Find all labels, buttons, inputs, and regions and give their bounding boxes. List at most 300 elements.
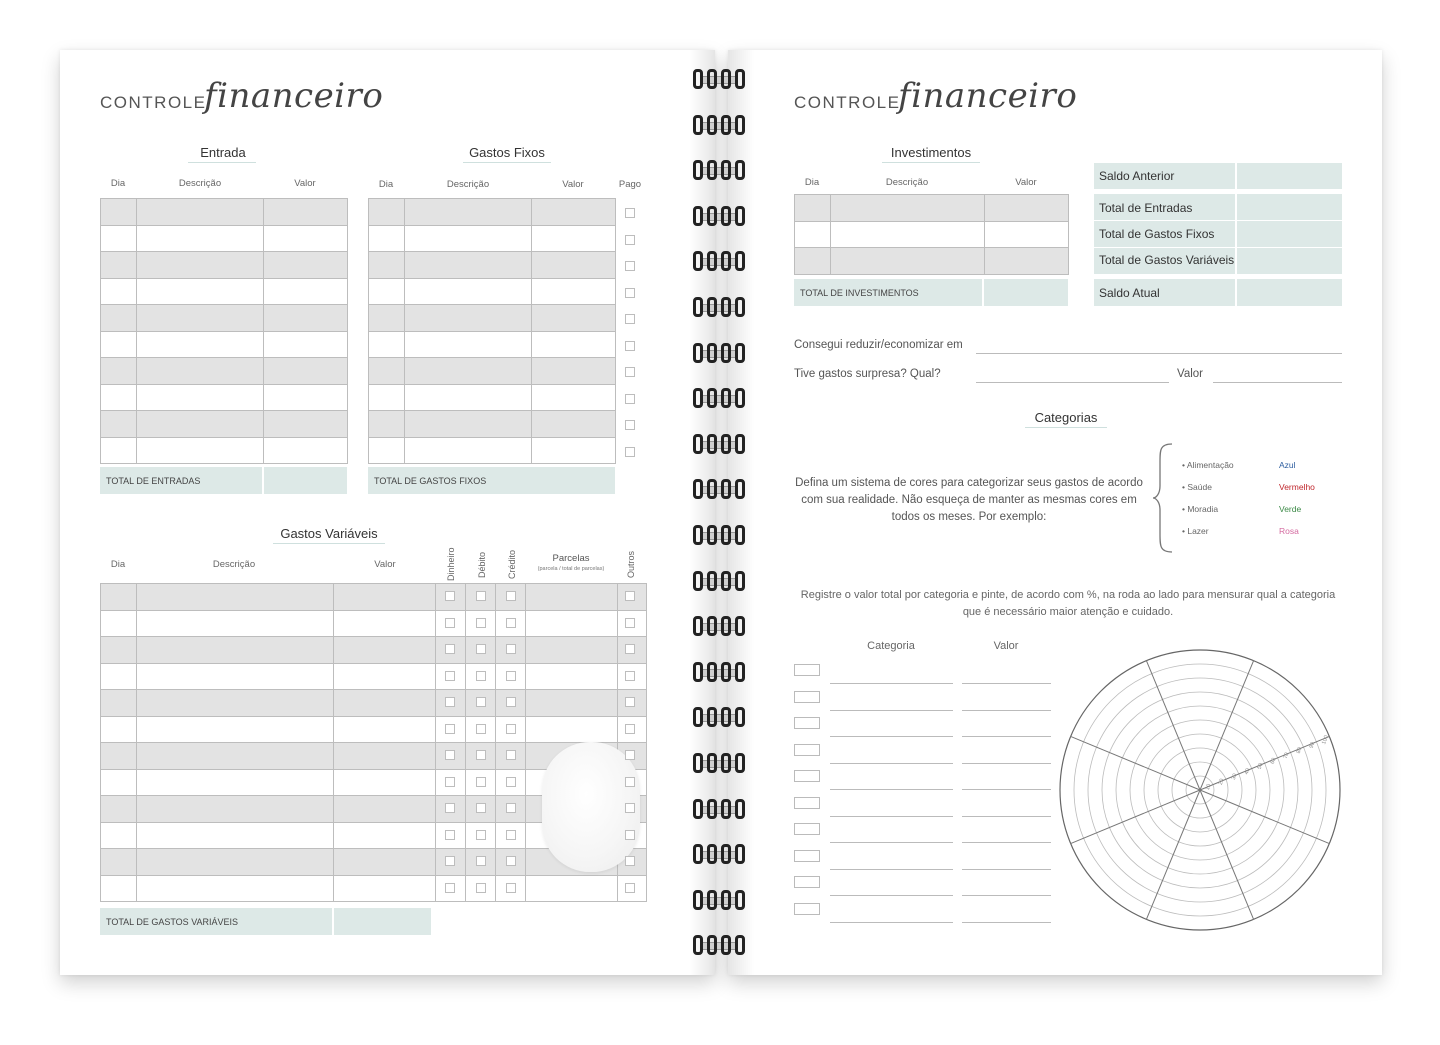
category-name-line[interactable] (830, 683, 953, 684)
table-cell[interactable] (985, 248, 1069, 275)
checkbox[interactable] (625, 367, 635, 377)
table-cell[interactable] (264, 199, 348, 226)
table-cell[interactable] (137, 769, 334, 796)
table-cell[interactable] (101, 278, 137, 305)
checkbox[interactable] (625, 803, 635, 813)
category-color-box[interactable] (794, 664, 820, 676)
total-gastos-variaveis-label: Total de Gastos Variáveis (1099, 253, 1235, 267)
table-cell[interactable] (334, 769, 436, 796)
table-row (101, 252, 348, 279)
table-cell[interactable] (101, 252, 137, 279)
category-color-box[interactable] (794, 691, 820, 703)
table-cell[interactable] (526, 690, 618, 717)
category-name-line[interactable] (830, 842, 953, 843)
investimentos-title: Investimentos (890, 145, 972, 160)
spiral-ring (693, 203, 745, 229)
table-row (369, 358, 616, 385)
table-cell[interactable] (532, 199, 616, 226)
table-row (101, 199, 348, 226)
checkbox[interactable] (445, 750, 455, 760)
table-cell[interactable] (369, 437, 405, 464)
table-cell[interactable] (795, 195, 831, 222)
table-cell[interactable] (532, 305, 616, 332)
table-row (369, 305, 616, 332)
table-cell[interactable] (137, 252, 264, 279)
table-cell[interactable] (137, 384, 264, 411)
summary-divider (1235, 163, 1237, 189)
checkbox[interactable] (625, 394, 635, 404)
investimentos-table (794, 194, 1069, 275)
table-cell[interactable] (137, 331, 264, 358)
reduzir-label: Consegui reduzir/economizar em (794, 339, 963, 351)
checkbox[interactable] (445, 777, 455, 787)
checkbox[interactable] (476, 618, 486, 628)
table-cell[interactable] (532, 278, 616, 305)
categoria-col-header: Categoria (867, 640, 915, 652)
saldo-anterior-label: Saldo Anterior (1099, 169, 1175, 183)
checkbox[interactable] (445, 671, 455, 681)
checkbox[interactable] (625, 777, 635, 787)
checkbox[interactable] (625, 618, 635, 628)
checkbox[interactable] (506, 724, 516, 734)
checkbox[interactable] (506, 591, 516, 601)
table-row (101, 663, 647, 690)
table-cell[interactable] (334, 637, 436, 664)
category-name-line[interactable] (830, 816, 953, 817)
categorias-title: Categorias (1034, 410, 1098, 425)
page-title-financeiro-right: financeiro (898, 76, 1078, 116)
entrada-total-bar (100, 467, 347, 494)
table-cell[interactable] (526, 610, 618, 637)
table-cell[interactable] (985, 195, 1069, 222)
table-cell[interactable] (137, 411, 264, 438)
table-cell[interactable] (264, 225, 348, 252)
table-cell[interactable] (526, 875, 618, 902)
table-cell[interactable] (101, 225, 137, 252)
spiral-ring (693, 887, 745, 913)
table-cell[interactable] (369, 358, 405, 385)
spiral-ring (693, 66, 745, 92)
table-cell[interactable] (405, 278, 532, 305)
checkbox[interactable] (625, 341, 635, 351)
summary-divider (1235, 279, 1237, 306)
table-cell[interactable] (264, 278, 348, 305)
spiral-ring (693, 476, 745, 502)
category-value-line[interactable] (962, 736, 1051, 737)
checkbox[interactable] (625, 856, 635, 866)
table-cell[interactable] (101, 690, 137, 717)
category-example-color: Verde (1279, 504, 1302, 514)
category-name-line[interactable] (830, 869, 953, 870)
checkbox[interactable] (625, 591, 635, 601)
investimentos-total-bar (794, 279, 1068, 306)
category-name-line[interactable] (830, 789, 953, 790)
totais-block (1094, 194, 1342, 274)
category-color-box[interactable] (794, 876, 820, 888)
table-cell[interactable] (334, 849, 436, 876)
table-cell[interactable] (101, 331, 137, 358)
table-cell[interactable] (369, 305, 405, 332)
table-cell[interactable] (137, 875, 334, 902)
checkbox[interactable] (625, 750, 635, 760)
table-row (795, 221, 1069, 248)
investimentos-header-valor: Valor (1015, 177, 1037, 188)
checkbox[interactable] (476, 750, 486, 760)
table-row (101, 716, 647, 743)
page-title-controle-right: CONTROLE (794, 93, 901, 112)
checkbox[interactable] (506, 618, 516, 628)
checkbox[interactable] (476, 856, 486, 866)
table-cell[interactable] (334, 716, 436, 743)
investimentos-header-descricao: Descrição (885, 177, 929, 188)
table-cell[interactable] (137, 716, 334, 743)
table-cell[interactable] (137, 743, 334, 770)
table-cell[interactable] (101, 822, 137, 849)
checkbox[interactable] (625, 208, 635, 218)
table-cell[interactable] (264, 411, 348, 438)
checkbox[interactable] (625, 447, 635, 457)
table-row (101, 637, 647, 664)
table-cell[interactable] (101, 769, 137, 796)
table-cell[interactable] (405, 331, 532, 358)
category-color-box[interactable] (794, 717, 820, 729)
category-value-line[interactable] (962, 816, 1051, 817)
table-cell[interactable] (526, 584, 618, 611)
table-cell[interactable] (101, 610, 137, 637)
curly-brace-icon (1152, 442, 1174, 554)
checkbox[interactable] (625, 235, 635, 245)
table-cell[interactable] (334, 610, 436, 637)
table-cell[interactable] (532, 411, 616, 438)
category-value-line[interactable] (962, 895, 1051, 896)
table-cell[interactable] (101, 637, 137, 664)
table-row (369, 437, 616, 464)
entrada-table (100, 198, 348, 464)
table-cell[interactable] (264, 331, 348, 358)
table-cell[interactable] (334, 743, 436, 770)
wheel-percent-label: 70 (1282, 751, 1291, 760)
checkbox[interactable] (625, 697, 635, 707)
table-cell[interactable] (369, 225, 405, 252)
category-color-box[interactable] (794, 744, 820, 756)
category-value-line[interactable] (962, 710, 1051, 711)
table-cell[interactable] (137, 584, 334, 611)
gastos-variaveis-total-label: TOTAL DE GASTOS VARIÁVEIS (106, 917, 239, 927)
spiral-ring (693, 659, 745, 685)
checkbox[interactable] (625, 644, 635, 654)
entrada-header-dia: Dia (110, 178, 126, 189)
checkbox[interactable] (506, 777, 516, 787)
category-value-line[interactable] (962, 763, 1051, 764)
category-color-box[interactable] (794, 770, 820, 782)
category-name-line[interactable] (830, 895, 953, 896)
spiral-ring (693, 431, 745, 457)
gv-header-descricao: Descrição (212, 559, 256, 570)
table-cell[interactable] (264, 437, 348, 464)
table-cell[interactable] (532, 384, 616, 411)
table-cell[interactable] (137, 225, 264, 252)
table-cell[interactable] (526, 637, 618, 664)
table-cell[interactable] (369, 384, 405, 411)
table-cell[interactable] (101, 437, 137, 464)
table-cell[interactable] (264, 252, 348, 279)
category-color-box[interactable] (794, 797, 820, 809)
spiral-ring (693, 613, 745, 639)
table-row (795, 195, 1069, 222)
table-row (101, 305, 348, 332)
page-title-financeiro: financeiro (204, 76, 384, 116)
wheel-percent-label: 80 (1295, 746, 1304, 755)
category-example-color: Rosa (1279, 526, 1299, 536)
table-cell[interactable] (532, 225, 616, 252)
table-cell[interactable] (137, 663, 334, 690)
table-cell[interactable] (264, 358, 348, 385)
gutter-shadow (689, 50, 715, 975)
investimentos-title-underline (882, 162, 980, 163)
checkbox[interactable] (625, 883, 635, 893)
checkbox[interactable] (625, 420, 635, 430)
checkbox[interactable] (625, 724, 635, 734)
table-cell[interactable] (532, 252, 616, 279)
table-row (369, 252, 616, 279)
total-divider (982, 279, 984, 306)
table-cell[interactable] (405, 437, 532, 464)
table-cell[interactable] (795, 248, 831, 275)
checkbox[interactable] (625, 671, 635, 681)
entrada-title-underline (188, 162, 256, 163)
table-cell[interactable] (101, 411, 137, 438)
table-cell[interactable] (405, 225, 532, 252)
checkbox[interactable] (506, 671, 516, 681)
checkbox[interactable] (476, 591, 486, 601)
table-row (101, 384, 348, 411)
table-cell[interactable] (405, 411, 532, 438)
table-cell[interactable] (831, 221, 985, 248)
table-cell[interactable] (369, 252, 405, 279)
table-cell[interactable] (101, 875, 137, 902)
table-row (369, 384, 616, 411)
category-example-color: Azul (1279, 460, 1296, 470)
category-value-line[interactable] (962, 922, 1051, 923)
table-cell[interactable] (137, 796, 334, 823)
checkbox[interactable] (445, 591, 455, 601)
table-cell[interactable] (532, 437, 616, 464)
category-example-name: • Saúde (1182, 482, 1212, 492)
checkbox[interactable] (445, 644, 455, 654)
gv-header-parcelas-sub: (parcela / total de parcelas) (537, 566, 605, 572)
table-cell[interactable] (101, 663, 137, 690)
gastos-variaveis-total-bar (100, 908, 431, 935)
table-cell[interactable] (101, 384, 137, 411)
checkbox[interactable] (625, 314, 635, 324)
table-cell[interactable] (831, 248, 985, 275)
table-cell[interactable] (405, 384, 532, 411)
table-cell[interactable] (405, 305, 532, 332)
saldo-anterior-row (1094, 163, 1342, 189)
table-cell[interactable] (985, 221, 1069, 248)
table-cell[interactable] (101, 199, 137, 226)
category-color-box[interactable] (794, 823, 820, 835)
checkbox[interactable] (476, 803, 486, 813)
gutter-shadow (728, 50, 754, 975)
checkbox[interactable] (445, 803, 455, 813)
checkbox[interactable] (445, 724, 455, 734)
table-cell[interactable] (101, 716, 137, 743)
table-cell[interactable] (137, 278, 264, 305)
table-cell[interactable] (526, 663, 618, 690)
table-cell[interactable] (137, 199, 264, 226)
spiral-ring (693, 248, 745, 274)
table-cell[interactable] (369, 331, 405, 358)
table-row (369, 199, 616, 226)
table-cell[interactable] (137, 305, 264, 332)
spiral-ring (693, 294, 745, 320)
table-cell[interactable] (334, 663, 436, 690)
checkbox[interactable] (625, 261, 635, 271)
table-row (101, 278, 348, 305)
categorias-instruction: Registre o valor total por categoria e pinte, de acordo com %, na roda ao lado para mensurar qual a categoria que é necessário maior atenção e cuidado. (800, 589, 1336, 618)
checkbox[interactable] (476, 671, 486, 681)
table-cell[interactable] (405, 252, 532, 279)
surpresa-label: Tive gastos surpresa? Qual? (794, 368, 941, 380)
table-row (101, 437, 348, 464)
checkbox[interactable] (445, 697, 455, 707)
gv-header-credito: Crédito (507, 549, 517, 579)
table-cell[interactable] (137, 690, 334, 717)
spiral-ring (693, 568, 745, 594)
checkbox[interactable] (476, 724, 486, 734)
table-row (101, 610, 647, 637)
table-row (101, 690, 647, 717)
category-value-line[interactable] (962, 683, 1051, 684)
table-row (101, 411, 348, 438)
category-name-line[interactable] (830, 922, 953, 923)
wheel-percent-label: 100 (1321, 734, 1330, 746)
wheel-percent-label: 60 (1269, 757, 1278, 765)
table-row (369, 278, 616, 305)
summary-divider (1235, 194, 1237, 274)
table-cell[interactable] (795, 221, 831, 248)
checkbox[interactable] (625, 830, 635, 840)
category-name-line[interactable] (830, 736, 953, 737)
checkbox[interactable] (506, 856, 516, 866)
spiral-ring (693, 340, 745, 366)
table-cell[interactable] (369, 411, 405, 438)
table-cell[interactable] (405, 199, 532, 226)
table-row (101, 225, 348, 252)
table-cell[interactable] (334, 584, 436, 611)
gastos-variaveis-title-underline (273, 543, 385, 544)
checkbox[interactable] (506, 830, 516, 840)
checkbox[interactable] (476, 644, 486, 654)
gastos-fixos-header-dia: Dia (378, 179, 394, 190)
checkbox[interactable] (506, 750, 516, 760)
table-cell[interactable] (137, 437, 264, 464)
saldo-atual-row (1094, 279, 1342, 306)
spiral-ring (693, 157, 745, 183)
surpresa-valor-line (1213, 382, 1342, 383)
table-cell[interactable] (526, 716, 618, 743)
spiral-ring (693, 112, 745, 138)
table-cell[interactable] (334, 796, 436, 823)
table-cell[interactable] (101, 305, 137, 332)
table-cell[interactable] (264, 384, 348, 411)
checkbox[interactable] (506, 883, 516, 893)
table-cell[interactable] (264, 305, 348, 332)
gv-header-valor: Valor (374, 559, 396, 570)
category-value-line[interactable] (962, 842, 1051, 843)
table-cell[interactable] (137, 822, 334, 849)
checkbox[interactable] (476, 830, 486, 840)
table-cell[interactable] (831, 195, 985, 222)
table-cell[interactable] (334, 822, 436, 849)
checkbox[interactable] (625, 288, 635, 298)
table-cell[interactable] (101, 796, 137, 823)
wheel-percent-label: 40 (1243, 767, 1252, 776)
checkbox[interactable] (476, 697, 486, 707)
checkbox[interactable] (506, 803, 516, 813)
checkbox[interactable] (476, 777, 486, 787)
table-cell[interactable] (369, 278, 405, 305)
table-cell[interactable] (101, 358, 137, 385)
category-name-line[interactable] (830, 763, 953, 764)
category-color-box[interactable] (794, 903, 820, 915)
entrada-header-valor: Valor (294, 178, 316, 189)
category-value-line[interactable] (962, 869, 1051, 870)
investimentos-total-label: TOTAL DE INVESTIMENTOS (800, 288, 919, 298)
wheel-percent-label: 30 (1230, 772, 1239, 781)
checkbox[interactable] (506, 644, 516, 654)
gastos-fixos-total-bar (368, 467, 615, 494)
table-row (369, 411, 616, 438)
table-cell[interactable] (101, 849, 137, 876)
wheel-percent-label: 20 (1217, 778, 1226, 786)
categorias-title-underline (1025, 427, 1107, 428)
table-cell[interactable] (137, 849, 334, 876)
table-cell[interactable] (334, 690, 436, 717)
saldo-atual-label: Saldo Atual (1099, 286, 1160, 300)
checkbox[interactable] (445, 830, 455, 840)
gastos-fixos-header-valor: Valor (562, 179, 584, 190)
checkbox[interactable] (445, 883, 455, 893)
checkbox[interactable] (506, 697, 516, 707)
gv-header-dia: Dia (110, 559, 126, 570)
category-value-line[interactable] (962, 789, 1051, 790)
table-cell[interactable] (405, 358, 532, 385)
gastos-fixos-header-descricao: Descrição (446, 179, 490, 190)
table-cell[interactable] (137, 358, 264, 385)
wheel-percent-label: 10 (1204, 783, 1213, 792)
table-cell[interactable] (101, 584, 137, 611)
category-color-box[interactable] (794, 850, 820, 862)
table-cell[interactable] (532, 358, 616, 385)
table-cell[interactable] (101, 743, 137, 770)
table-cell[interactable] (137, 637, 334, 664)
wheel-percent-label: 50 (1256, 762, 1265, 771)
category-name-line[interactable] (830, 710, 953, 711)
total-divider (262, 467, 264, 494)
checkbox[interactable] (476, 883, 486, 893)
checkbox[interactable] (445, 856, 455, 866)
checkbox[interactable] (445, 618, 455, 628)
total-divider (332, 908, 334, 935)
table-cell[interactable] (532, 331, 616, 358)
table-cell[interactable] (334, 875, 436, 902)
table-cell[interactable] (137, 610, 334, 637)
table-cell[interactable] (369, 199, 405, 226)
gv-header-debito: Débito (477, 551, 487, 578)
gv-header-outros: Outros (626, 550, 636, 578)
